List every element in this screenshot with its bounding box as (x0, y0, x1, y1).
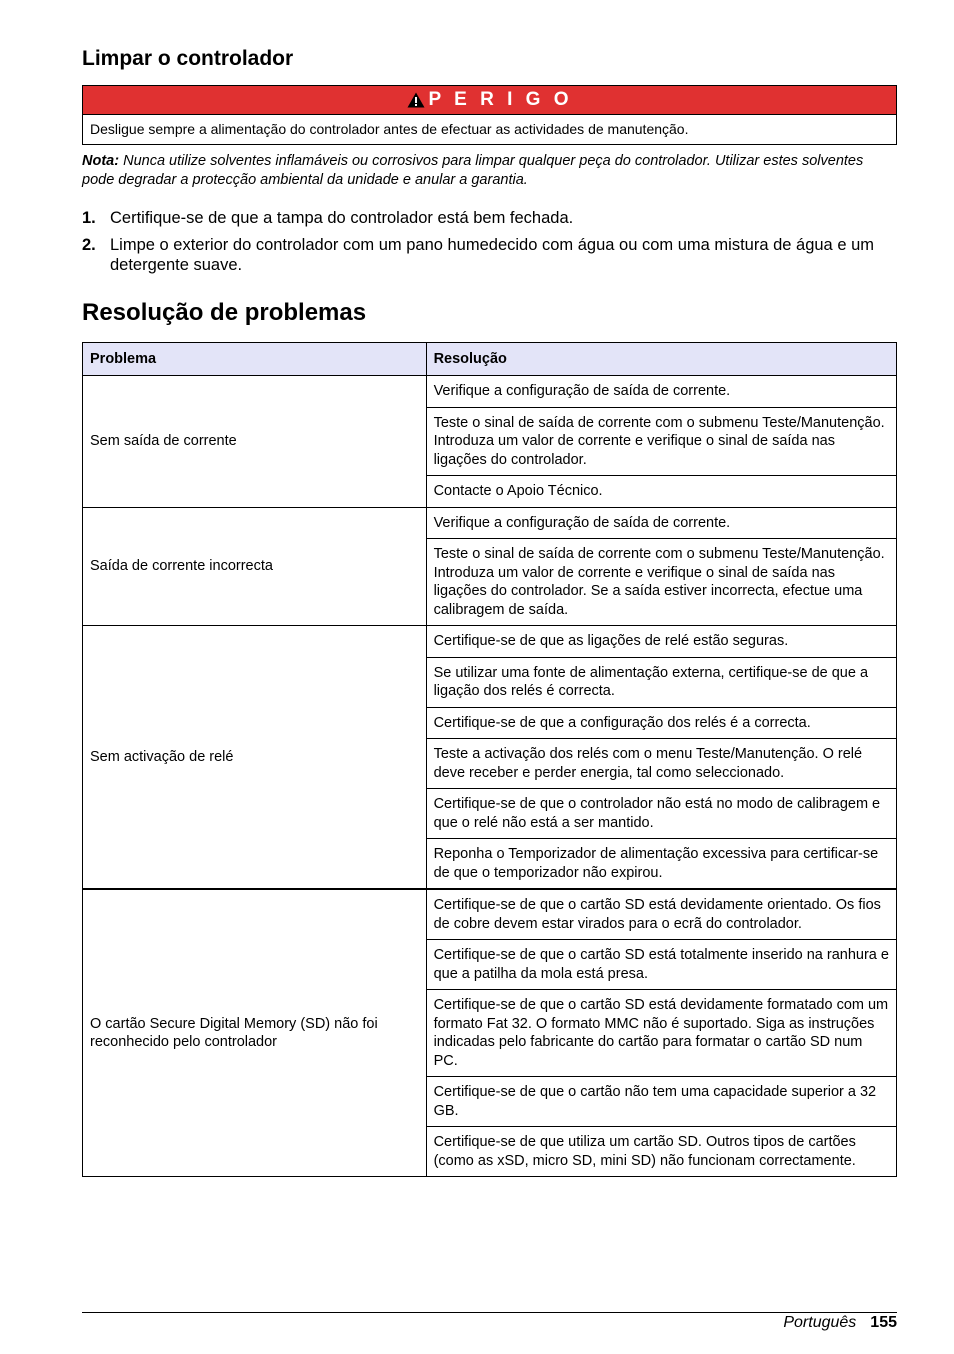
column-header-resolution: Resolução (426, 343, 896, 376)
page-footer (783, 1313, 897, 1333)
section-title-cleaning: Limpar o controlador (82, 47, 294, 70)
resolution-cell: Verifique a configuração de saída de corrente. (426, 376, 896, 408)
column-header-problem: Problema (83, 343, 427, 376)
step-number: 1. (82, 209, 96, 227)
steps-list (82, 208, 897, 282)
danger-box (82, 85, 897, 145)
danger-text: Desligue sempre a alimentação do controlador antes de efectuar as actividades de manutenção. (90, 121, 689, 137)
warning-triangle-icon (407, 92, 425, 108)
problem-cell: O cartão Secure Digital Memory (SD) não foi reconhecido pelo controlador (83, 889, 427, 1177)
resolution-cell: Certifique-se de que as ligações de relé estão seguras. (426, 626, 896, 658)
resolution-cell: Teste o sinal de saída de corrente com o submenu Teste/Manutenção. Introduza um valor de corrente e verifique o sinal de saída nas ligações do controlador. Se a saída estiver incorrecta, efectue uma calibragem de saída. (426, 539, 896, 626)
step-number: 2. (82, 236, 96, 254)
resolution-cell: Contacte o Apoio Técnico. (426, 476, 896, 508)
resolution-cell: Certifique-se de que o cartão não tem uma capacidade superior a 32 GB. (426, 1077, 896, 1127)
resolution-cell: Verifique a configuração de saída de corrente. (426, 507, 896, 539)
list-item (82, 208, 897, 228)
section-title-troubleshooting: Resolução de problemas (82, 299, 367, 326)
note-text: Nunca utilize solventes inflamáveis ou corrosivos para limpar qualquer peça do controlador. Utilizar estes solventes pode degradar a protecção ambiental da unidade e anular a garantia. (82, 153, 864, 188)
resolution-cell: Teste a activação dos relés com o menu Teste/Manutenção. O relé deve receber e perder energia, tal como seleccionado. (426, 739, 896, 789)
footer-language: Português (783, 1314, 857, 1331)
resolution-cell: Certifique-se de que o cartão SD está devidamente formatado com um formato Fat 32. O formato MMC não é suportado. Siga as instruções indicadas pelo fabricante do cartão para formatar o cartão SD num PC. (426, 990, 896, 1077)
resolution-cell: Reponha o Temporizador de alimentação excessiva para certificar-se de que o temporizador não expirou. (426, 839, 896, 890)
table-header-row (83, 343, 897, 376)
resolution-cell: Teste o sinal de saída de corrente com o submenu Teste/Manutenção. Introduza um valor de corrente e verifique o sinal de saída nas ligações do controlador. (426, 407, 896, 476)
troubleshooting-table (82, 342, 897, 1177)
table-row (83, 626, 897, 658)
table-row (83, 507, 897, 539)
footer-rule (82, 1312, 897, 1313)
danger-label: P E R I G O (428, 89, 573, 110)
note (82, 152, 897, 190)
page-number: 155 (870, 1314, 897, 1331)
problem-cell: Saída de corrente incorrecta (83, 507, 427, 626)
table-row (83, 376, 897, 408)
resolution-cell: Certifique-se de que a configuração dos relés é a correcta. (426, 707, 896, 739)
resolution-cell: Certifique-se de que o cartão SD está devidamente orientado. Os fios de cobre devem estar virados para o ecrã do controlador. (426, 889, 896, 940)
resolution-cell: Certifique-se de que o controlador não está no modo de calibragem e que o relé não está a ser mantido. (426, 789, 896, 839)
resolution-cell: Certifique-se de que o cartão SD está totalmente inserido na ranhura e que a patilha da mola está presa. (426, 940, 896, 990)
list-item (82, 235, 897, 275)
problem-cell: Sem saída de corrente (83, 376, 427, 508)
step-text: Certifique-se de que a tampa do controlador está bem fechada. (110, 209, 574, 227)
danger-header (83, 86, 896, 115)
note-label: Nota: (82, 153, 120, 169)
resolution-cell: Certifique-se de que utiliza um cartão SD. Outros tipos de cartões (como as xSD, micro SD, mini SD) não funcionam correctamente. (426, 1127, 896, 1177)
table-row (83, 889, 897, 940)
resolution-cell: Se utilizar uma fonte de alimentação externa, certifique-se de que a ligação dos relés é correcta. (426, 657, 896, 707)
problem-cell: Sem activação de relé (83, 626, 427, 890)
step-text: Limpe o exterior do controlador com um pano humedecido com água ou com uma mistura de água e um detergente suave. (110, 236, 874, 274)
